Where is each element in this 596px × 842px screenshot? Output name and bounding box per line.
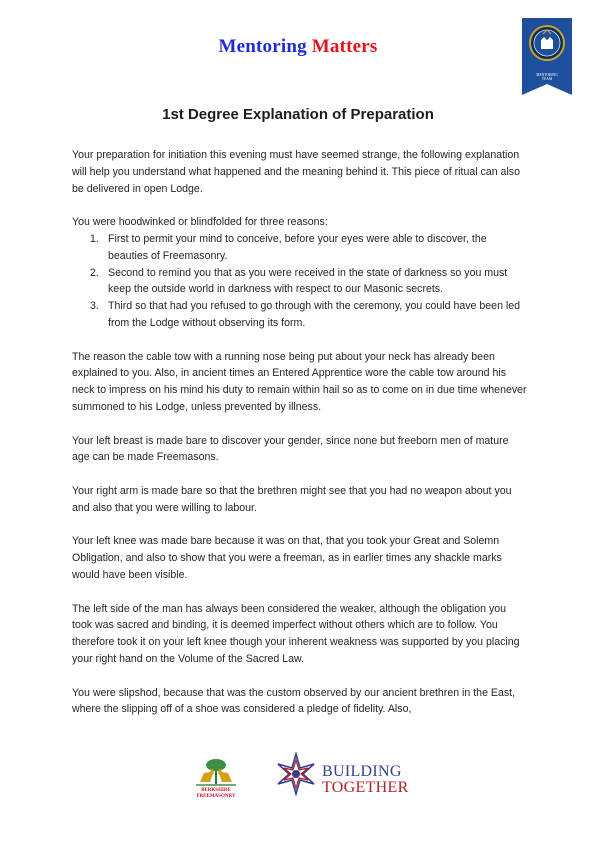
left-knee-paragraph: Your left knee was made bare because it was on that, that you took your Great and Solemn Obligation, and also to show that you were a freeman, as in earlier times any shackle marks would have been visible. <box>72 535 502 581</box>
left-side-paragraph: The left side of the man has always been considered the weaker, although the obligation you took was sacred and binding, it is deemed imperfect without others which are to follow. You therefore took it on your left knee though your inherent weakness was supported by you placing your right hand on the Volume of the Sacred Law. <box>72 602 520 665</box>
header-title-mentoring: Mentoring <box>218 36 307 57</box>
badge-label-line1: MENTORING <box>536 73 558 77</box>
badge-label-line2: TEAM <box>541 77 553 81</box>
berkshire-freemasonry-logo <box>188 758 244 810</box>
building-together-logo-text <box>322 764 409 796</box>
right-arm-paragraph: Your right arm is made bare so that the brethren might see that you had no weapon about you and also that you were willing to labour. <box>72 484 512 514</box>
list-item-text: Second to remind you that as you were received in the state of darkness so you must keep the outside world in darkness with respect to our Masonic secrets. <box>108 266 508 296</box>
building-together-star-icon <box>274 752 318 796</box>
list-item-text: First to permit your mind to conceive, before your eyes were able to discover, the beauties of Freemasonry. <box>108 232 487 262</box>
document-body <box>72 147 528 718</box>
badge-label <box>522 73 572 81</box>
berkshire-line1: BERKSHIRE <box>201 788 231 793</box>
hoodwink-intro: You were hoodwinked or blindfolded for three reasons: <box>72 216 328 229</box>
stag-tree-icon <box>188 758 244 788</box>
mentoring-team-badge <box>522 18 572 95</box>
document-title: 1st Degree Explanation of Preparation <box>162 106 434 123</box>
list-item-text: Third so that had you refused to go through with the ceremony, you could have been led from the Lodge without observing its form. <box>108 300 521 329</box>
list-item-number: 3. <box>90 300 99 313</box>
bt-line2: TOGETHER <box>322 779 409 796</box>
reason-list <box>72 231 528 332</box>
cable-tow-paragraph: The reason the cable tow with a running nose being put about your neck has already been explained to you. Also, in ancient times an Entered Apprentice wore the cable tow around his neck to impress on his mind his duty to remain within hail so as to come on in due time whenever summoned to his Lodge, unless prevented by illness. <box>72 350 527 413</box>
berkshire-text <box>188 788 244 799</box>
list-item <box>72 265 528 299</box>
intro-paragraph: Your preparation for initiation this evening must have seemed strange, the following explanation will help you understand what happened and the meaning behind it. This piece of ritual can also be delivered in open Lodge. <box>72 149 520 195</box>
list-item <box>72 231 528 265</box>
list-item-number: 1. <box>90 232 99 245</box>
bt-line1: BUILDING <box>322 763 402 780</box>
left-breast-paragraph: Your left breast is made bare to discover your gender, since none but freeborn men of mature age can be made Freemasons. <box>72 434 509 464</box>
list-item <box>72 298 528 332</box>
berkshire-line2: FREEMASONRY <box>196 793 236 799</box>
slipshod-paragraph: You were slipshod, because that was the custom observed by our ancient brethren in the East, where the slipping off of a shoe was considered a pledge of fidelity. Also, <box>72 686 516 716</box>
page-header <box>0 36 596 58</box>
list-item-number: 2. <box>90 266 99 279</box>
badge-banner-icon <box>522 18 572 95</box>
footer-logos <box>0 752 596 812</box>
header-title-matters: Matters <box>311 36 378 57</box>
